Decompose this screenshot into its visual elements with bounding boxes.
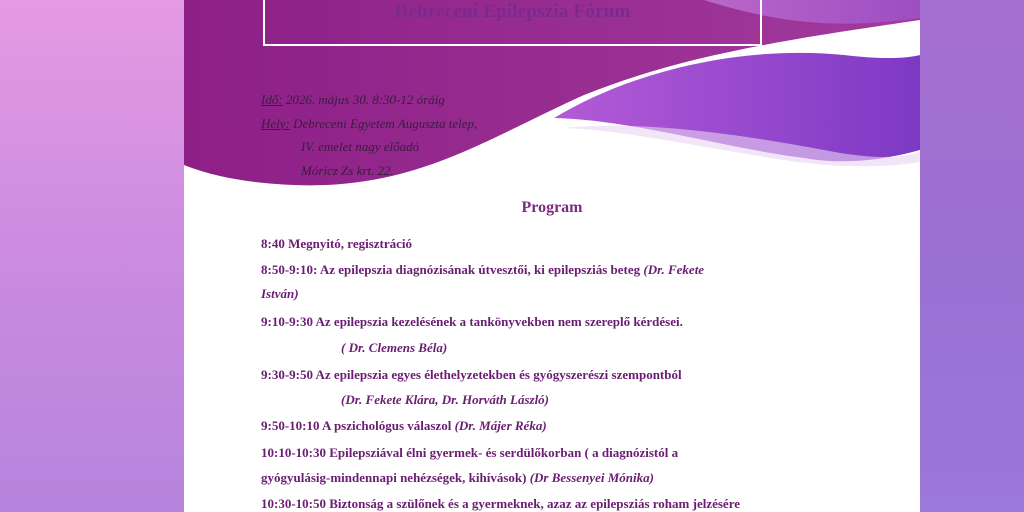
flyer-page: [184, 0, 920, 512]
program-item-text: 9:50-10:10 A pszichológus válaszol: [261, 418, 455, 433]
time-line: [261, 88, 561, 112]
program-item: [341, 340, 447, 356]
program-item: [261, 314, 683, 330]
program-item-speaker: (Dr. Fekete Klára, Dr. Horváth László): [341, 392, 550, 407]
program-item-speaker: István): [261, 286, 299, 301]
right-background-panel: [920, 0, 1024, 512]
program-item: [261, 418, 547, 434]
event-info: [261, 88, 561, 182]
program-item-text: 9:30-9:50 Az epilepszia egyes élethelyzetekben és gyógyszerészi szempontból: [261, 367, 682, 382]
place-label: Hely:: [261, 115, 290, 131]
place-line-3: Móricz Zs krt. 22.: [301, 162, 394, 178]
program-item: [341, 392, 549, 408]
program-heading: Program: [521, 199, 583, 216]
program-item-speaker: (Dr Bessenyei Mónika): [529, 470, 654, 485]
program-item-text: 8:50-9:10: Az epilepszia diagnózisának útvesztői, ki epilepsziás beteg: [261, 262, 644, 277]
time-value: 2026. május 30. 8:30-12 óráig: [282, 92, 445, 107]
program-item: [261, 445, 678, 461]
program-item: [261, 286, 299, 302]
title-frame: [263, 0, 762, 46]
program-item-text: 8:40 Megnyitó, regisztráció: [261, 236, 413, 251]
event-title: Debreceni Epilepszia Fórum: [394, 1, 631, 22]
program-item: [261, 496, 740, 512]
left-background-panel: [0, 0, 184, 512]
program-item: [261, 236, 412, 252]
program-item-text: 10:10-10:30 Epilepsziával élni gyermek- és serdülőkorban ( a diagnózistól a: [261, 445, 679, 460]
program-item-text: 10:30-10:50 Biztonság a szülőnek és a gyermeknek, azaz az epilepsziás roham jelzésére: [261, 496, 741, 511]
program-item-speaker: (Dr. Fekete: [643, 262, 705, 277]
program-item-text: gyógyulásig-mindennapi nehézségek, kihívások): [261, 470, 530, 485]
place-line: [261, 112, 561, 136]
program-item: [261, 367, 682, 383]
program-item-text: 9:10-9:30 Az epilepszia kezelésének a tankönyvekben nem szereplő kérdései.: [261, 314, 683, 329]
program-item: [261, 470, 654, 486]
program-item: [261, 262, 704, 278]
program-item-speaker: ( Dr. Clemens Béla): [341, 340, 448, 355]
time-label: Idő:: [261, 92, 283, 107]
program-item-speaker: (Dr. Májer Réka): [454, 418, 547, 433]
place-line-2: IV. emelet nagy előadó: [301, 139, 420, 154]
place-value: Debreceni Egyetem Auguszta telep,: [289, 115, 478, 131]
